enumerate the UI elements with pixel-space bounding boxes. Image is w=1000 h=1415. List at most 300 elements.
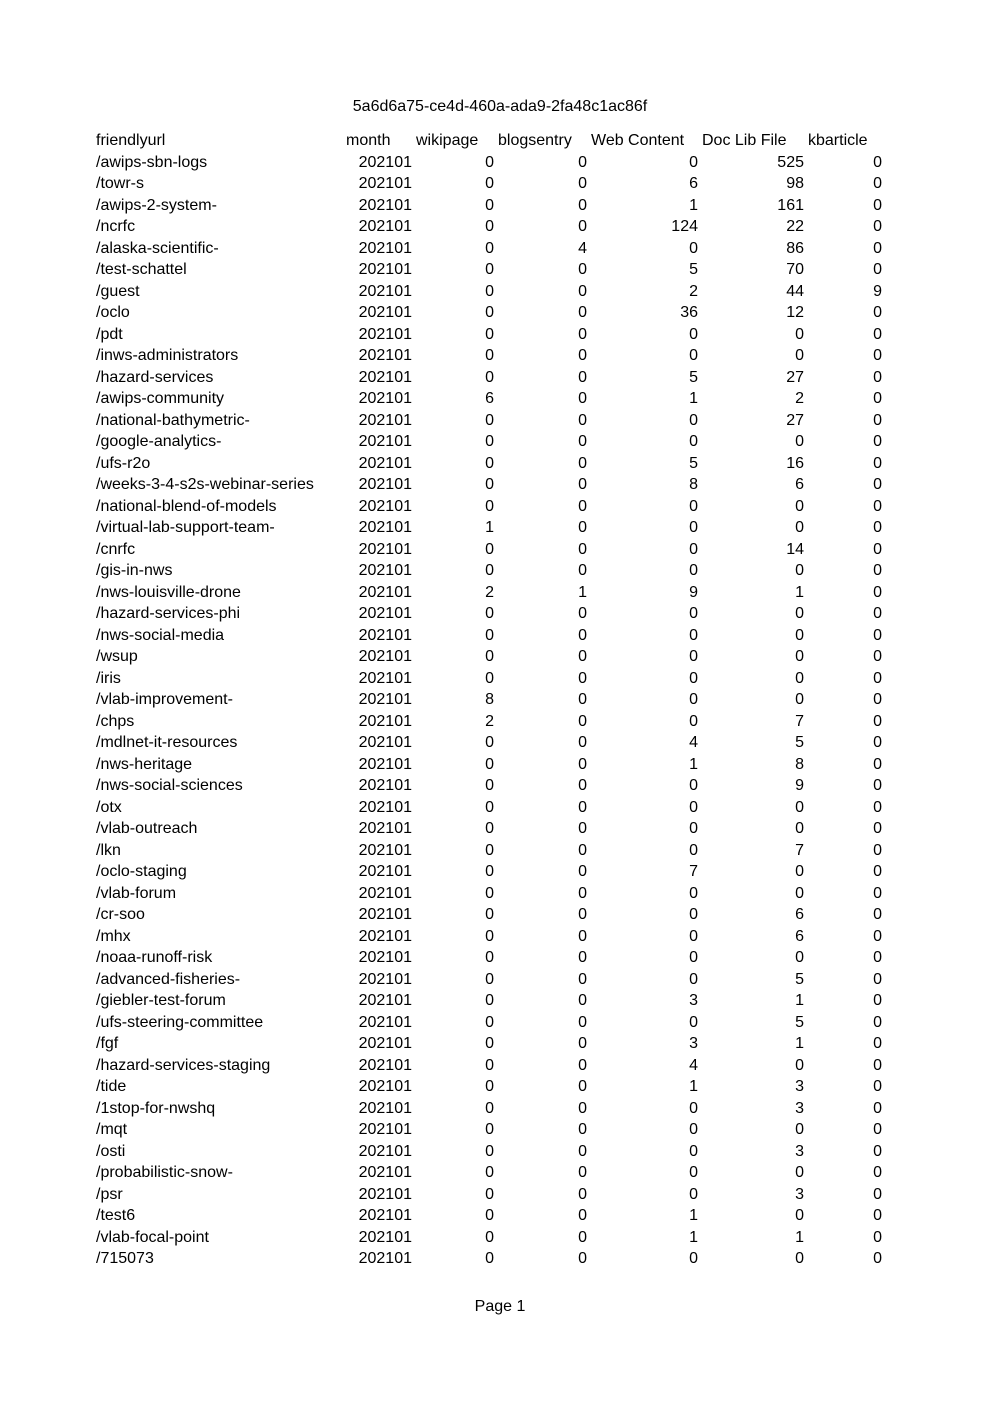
kbarticle-cell: 0	[873, 454, 882, 472]
wikipage-cell: 0	[485, 1121, 494, 1138]
wikipage-cell: 0	[485, 1228, 494, 1246]
kbarticle-cell: 0	[873, 175, 882, 192]
report-table	[94, 130, 884, 1270]
web-content-cell: 4	[689, 734, 698, 751]
table-row	[94, 1205, 884, 1227]
kbarticle-cell: 0	[873, 1078, 882, 1095]
month-cell: 202101	[358, 304, 412, 321]
table-row	[94, 861, 884, 883]
blogsentry-cell: 0	[578, 992, 587, 1009]
kbarticle-cell: 9	[873, 282, 882, 300]
web-content-cell: 0	[689, 540, 698, 558]
blogsentry-cell: 0	[578, 390, 587, 407]
kbarticle-cell: 0	[873, 626, 882, 644]
web-content-cell: 0	[689, 626, 698, 644]
table-row	[94, 1033, 884, 1055]
kbarticle-cell: 0	[873, 755, 882, 773]
doc-lib-file-cell: 525	[777, 153, 804, 171]
month-cell: 202101	[358, 777, 412, 794]
table-row	[94, 560, 884, 582]
table-row	[94, 1227, 884, 1249]
doc-lib-file-cell: 6	[795, 927, 804, 945]
table-row	[94, 818, 884, 840]
web-content-cell: 0	[689, 949, 698, 966]
kbarticle-cell: 0	[873, 1228, 882, 1246]
kbarticle-cell: 0	[873, 798, 882, 816]
doc-lib-file-cell: 3	[795, 1078, 804, 1095]
table-body	[94, 152, 884, 1270]
page-title: 5a6d6a75-ce4d-460a-ada9-2fa48c1ac86f	[352, 98, 648, 115]
month-cell: 202101	[358, 1207, 412, 1224]
friendlyurl-cell: /nws-social-media	[96, 626, 225, 644]
table-row	[94, 388, 884, 410]
kbarticle-cell: 0	[873, 712, 882, 730]
friendlyurl-cell: /mdlnet-it-resources	[96, 734, 238, 751]
table-row	[94, 1184, 884, 1206]
web-content-cell: 0	[689, 411, 698, 429]
friendlyurl-cell: /awips-sbn-logs	[96, 153, 208, 171]
blogsentry-cell: 0	[578, 218, 587, 235]
blogsentry-cell: 0	[578, 411, 587, 429]
kbarticle-cell: 0	[873, 884, 882, 902]
month-cell: 202101	[358, 1185, 412, 1203]
friendlyurl-cell: /lkn	[96, 841, 121, 859]
wikipage-cell: 0	[485, 1250, 494, 1267]
blogsentry-cell: 0	[578, 863, 587, 880]
doc-lib-file-cell: 0	[795, 863, 804, 880]
doc-lib-file-cell: 0	[795, 798, 804, 816]
wikipage-cell: 0	[485, 196, 494, 214]
month-cell: 202101	[358, 282, 412, 300]
kbarticle-cell: 0	[873, 1250, 882, 1267]
wikipage-cell: 0	[485, 476, 494, 493]
wikipage-cell: 0	[485, 863, 494, 880]
friendlyurl-cell: /ncrfc	[96, 218, 136, 235]
web-content-cell: 9	[689, 583, 698, 601]
month-cell: 202101	[358, 325, 412, 343]
doc-lib-file-cell: 3	[795, 1142, 804, 1160]
blogsentry-cell: 0	[578, 1099, 587, 1117]
table-row	[94, 152, 884, 174]
table-row	[94, 797, 884, 819]
web-content-cell: 1	[689, 1228, 698, 1246]
table-row	[94, 947, 884, 969]
doc-lib-file-cell: 7	[795, 841, 804, 859]
month-cell: 202101	[358, 863, 412, 880]
table-row	[94, 711, 884, 733]
wikipage-cell: 0	[485, 562, 494, 579]
wikipage-cell: 0	[485, 884, 494, 902]
column-header-friendlyurl: friendlyurl	[96, 132, 166, 149]
kbarticle-cell: 0	[873, 863, 882, 880]
friendlyurl-cell: /otx	[96, 798, 122, 816]
kbarticle-cell: 0	[873, 218, 882, 235]
table-row	[94, 345, 884, 367]
kbarticle-cell: 0	[873, 1035, 882, 1052]
month-cell: 202101	[358, 949, 412, 966]
doc-lib-file-cell: 6	[795, 906, 804, 923]
month-cell: 202101	[358, 712, 412, 730]
web-content-cell: 0	[689, 1121, 698, 1138]
friendlyurl-cell: /virtual-lab-support-team-	[96, 519, 275, 536]
month-cell: 202101	[358, 1013, 412, 1031]
table-row	[94, 1141, 884, 1163]
table-row	[94, 496, 884, 518]
column-header-kbarticle: kbarticle	[808, 132, 868, 149]
wikipage-cell: 0	[485, 734, 494, 751]
month-cell: 202101	[358, 540, 412, 558]
doc-lib-file-cell: 0	[795, 626, 804, 644]
wikipage-cell: 0	[485, 153, 494, 171]
kbarticle-cell: 0	[873, 648, 882, 665]
friendlyurl-cell: /probabilistic-snow-	[96, 1164, 233, 1181]
wikipage-cell: 0	[485, 1099, 494, 1117]
table-row	[94, 238, 884, 260]
kbarticle-cell: 0	[873, 1142, 882, 1160]
blogsentry-cell: 0	[578, 1164, 587, 1181]
month-cell: 202101	[358, 1228, 412, 1246]
doc-lib-file-cell: 0	[795, 949, 804, 966]
kbarticle-cell: 0	[873, 777, 882, 794]
web-content-cell: 0	[689, 927, 698, 945]
friendlyurl-cell: /towr-s	[96, 175, 144, 192]
wikipage-cell: 0	[485, 218, 494, 235]
friendlyurl-cell: /gis-in-nws	[96, 562, 173, 579]
month-cell: 202101	[358, 734, 412, 751]
month-cell: 202101	[358, 390, 412, 407]
table-row	[94, 1012, 884, 1034]
kbarticle-cell: 0	[873, 325, 882, 343]
blogsentry-cell: 0	[578, 282, 587, 300]
friendlyurl-cell: /nws-social-sciences	[96, 777, 243, 794]
blogsentry-cell: 0	[578, 949, 587, 966]
month-cell: 202101	[358, 261, 412, 278]
kbarticle-cell: 0	[873, 347, 882, 364]
month-cell: 202101	[358, 562, 412, 579]
kbarticle-cell: 0	[873, 1164, 882, 1181]
wikipage-cell: 0	[485, 906, 494, 923]
wikipage-cell: 0	[485, 540, 494, 558]
web-content-cell: 0	[689, 1013, 698, 1031]
table-row	[94, 603, 884, 625]
friendlyurl-cell: /mhx	[96, 927, 131, 945]
doc-lib-file-cell: 22	[786, 218, 804, 235]
kbarticle-cell: 0	[873, 497, 882, 515]
web-content-cell: 0	[689, 841, 698, 859]
friendlyurl-cell: /oclo	[96, 304, 130, 321]
web-content-cell: 1	[689, 755, 698, 773]
kbarticle-cell: 0	[873, 1099, 882, 1117]
blogsentry-cell: 0	[578, 497, 587, 515]
blogsentry-cell: 0	[578, 798, 587, 816]
friendlyurl-cell: /test6	[96, 1207, 136, 1224]
friendlyurl-cell: /awips-2-system-	[96, 196, 217, 214]
column-header-web-content: Web Content	[591, 132, 685, 149]
wikipage-cell: 0	[485, 282, 494, 300]
friendlyurl-cell: /vlab-improvement-	[96, 691, 233, 708]
friendlyurl-cell: /awips-community	[96, 390, 225, 407]
table-row	[94, 259, 884, 281]
table-row	[94, 775, 884, 797]
kbarticle-cell: 0	[873, 196, 882, 214]
month-cell: 202101	[358, 196, 412, 214]
friendlyurl-cell: /chps	[96, 712, 135, 730]
doc-lib-file-cell: 0	[795, 1056, 804, 1074]
friendlyurl-cell: /hazard-services-staging	[96, 1056, 271, 1074]
blogsentry-cell: 0	[578, 626, 587, 644]
wikipage-cell: 0	[485, 239, 494, 257]
wikipage-cell: 0	[485, 626, 494, 644]
friendlyurl-cell: /alaska-scientific-	[96, 239, 219, 257]
doc-lib-file-cell: 98	[786, 175, 804, 192]
friendlyurl-cell: /fgf	[96, 1035, 119, 1052]
doc-lib-file-cell: 2	[795, 390, 804, 407]
month-cell: 202101	[358, 368, 412, 386]
web-content-cell: 7	[689, 863, 698, 880]
doc-lib-file-cell: 86	[786, 239, 804, 257]
kbarticle-cell: 0	[873, 239, 882, 257]
friendlyurl-cell: /nws-heritage	[96, 755, 193, 773]
doc-lib-file-cell: 9	[795, 777, 804, 794]
wikipage-cell: 0	[485, 261, 494, 278]
month-cell: 202101	[358, 798, 412, 816]
web-content-cell: 5	[689, 454, 698, 472]
month-cell: 202101	[358, 669, 412, 687]
table-row	[94, 582, 884, 604]
web-content-cell: 1	[689, 196, 698, 214]
web-content-cell: 0	[689, 1142, 698, 1160]
doc-lib-file-cell: 1	[795, 1228, 804, 1246]
kbarticle-cell: 0	[873, 390, 882, 407]
wikipage-cell: 0	[485, 175, 494, 192]
table-row	[94, 904, 884, 926]
blogsentry-cell: 0	[578, 605, 587, 622]
wikipage-cell: 0	[485, 1185, 494, 1203]
friendlyurl-cell: /wsup	[96, 648, 138, 665]
friendlyurl-cell: /mqt	[96, 1121, 128, 1138]
kbarticle-cell: 0	[873, 927, 882, 945]
friendlyurl-cell: /1stop-for-nwshq	[96, 1099, 216, 1117]
blogsentry-cell: 0	[578, 540, 587, 558]
month-cell: 202101	[358, 583, 412, 601]
web-content-cell: 0	[689, 970, 698, 988]
web-content-cell: 0	[689, 239, 698, 257]
blogsentry-cell: 0	[578, 841, 587, 859]
table-row	[94, 754, 884, 776]
web-content-cell: 2	[689, 282, 698, 300]
month-cell: 202101	[358, 497, 412, 515]
table-row	[94, 281, 884, 303]
web-content-cell: 0	[689, 433, 698, 450]
doc-lib-file-cell: 27	[786, 411, 804, 429]
column-header-doc-lib-file: Doc Lib File	[702, 132, 787, 149]
web-content-cell: 0	[689, 691, 698, 708]
friendlyurl-cell: /cr-soo	[96, 906, 145, 923]
web-content-cell: 8	[689, 476, 698, 493]
wikipage-cell: 6	[485, 390, 494, 407]
table-row	[94, 1098, 884, 1120]
wikipage-cell: 0	[485, 325, 494, 343]
table-row	[94, 990, 884, 1012]
month-cell: 202101	[358, 153, 412, 171]
web-content-cell: 0	[689, 820, 698, 837]
blogsentry-cell: 0	[578, 454, 587, 472]
month-cell: 202101	[358, 239, 412, 257]
wikipage-cell: 0	[485, 669, 494, 687]
web-content-cell: 1	[689, 390, 698, 407]
wikipage-cell: 0	[485, 777, 494, 794]
month-cell: 202101	[358, 218, 412, 235]
month-cell: 202101	[358, 476, 412, 493]
web-content-cell: 1	[689, 1078, 698, 1095]
kbarticle-cell: 0	[873, 476, 882, 493]
friendlyurl-cell: /national-bathymetric-	[96, 411, 250, 429]
table-row	[94, 173, 884, 195]
friendlyurl-cell: /google-analytics-	[96, 433, 222, 450]
kbarticle-cell: 0	[873, 304, 882, 321]
kbarticle-cell: 0	[873, 583, 882, 601]
friendlyurl-cell: /oclo-staging	[96, 863, 187, 880]
web-content-cell: 0	[689, 906, 698, 923]
wikipage-cell: 0	[485, 605, 494, 622]
blogsentry-cell: 0	[578, 906, 587, 923]
wikipage-cell: 0	[485, 970, 494, 988]
month-cell: 202101	[358, 820, 412, 837]
column-header-blogsentry: blogsentry	[498, 132, 572, 149]
table-row	[94, 926, 884, 948]
blogsentry-cell: 0	[578, 1035, 587, 1052]
wikipage-cell: 0	[485, 1207, 494, 1224]
blogsentry-cell: 0	[578, 261, 587, 278]
web-content-cell: 6	[689, 175, 698, 192]
doc-lib-file-cell: 0	[795, 691, 804, 708]
doc-lib-file-cell: 161	[777, 196, 804, 214]
friendlyurl-cell: /vlab-forum	[96, 884, 177, 902]
doc-lib-file-cell: 8	[795, 755, 804, 773]
web-content-cell: 0	[689, 153, 698, 171]
web-content-cell: 0	[689, 325, 698, 343]
web-content-cell: 5	[689, 368, 698, 386]
wikipage-cell: 0	[485, 433, 494, 450]
month-cell: 202101	[358, 626, 412, 644]
table-row	[94, 195, 884, 217]
blogsentry-cell: 0	[578, 1207, 587, 1224]
page-number: Page 1	[474, 1298, 526, 1315]
friendlyurl-cell: /tide	[96, 1078, 127, 1095]
blogsentry-cell: 0	[578, 175, 587, 192]
blogsentry-cell: 0	[578, 368, 587, 386]
wikipage-cell: 0	[485, 820, 494, 837]
friendlyurl-cell: /guest	[96, 282, 140, 300]
web-content-cell: 0	[689, 519, 698, 536]
doc-lib-file-cell: 0	[795, 669, 804, 687]
web-content-cell: 1	[689, 1207, 698, 1224]
wikipage-cell: 0	[485, 1078, 494, 1095]
blogsentry-cell: 0	[578, 153, 587, 171]
kbarticle-cell: 0	[873, 1013, 882, 1031]
doc-lib-file-cell: 0	[795, 820, 804, 837]
month-cell: 202101	[358, 884, 412, 902]
month-cell: 202101	[358, 1056, 412, 1074]
kbarticle-cell: 0	[873, 1056, 882, 1074]
wikipage-cell: 0	[485, 1142, 494, 1160]
doc-lib-file-cell: 0	[795, 605, 804, 622]
wikipage-cell: 0	[485, 1035, 494, 1052]
table-row	[94, 1119, 884, 1141]
blogsentry-cell: 0	[578, 1228, 587, 1246]
blogsentry-cell: 0	[578, 755, 587, 773]
friendlyurl-cell: /vlab-outreach	[96, 820, 198, 837]
doc-lib-file-cell: 5	[795, 1013, 804, 1031]
web-content-cell: 3	[689, 992, 698, 1009]
kbarticle-cell: 0	[873, 433, 882, 450]
friendlyurl-cell: /nws-louisville-drone	[96, 583, 241, 601]
friendlyurl-cell: /psr	[96, 1185, 123, 1203]
table-row	[94, 840, 884, 862]
web-content-cell: 0	[689, 712, 698, 730]
blogsentry-cell: 0	[578, 1013, 587, 1031]
doc-lib-file-cell: 0	[795, 1164, 804, 1181]
blogsentry-cell: 4	[578, 239, 587, 257]
web-content-cell: 4	[689, 1056, 698, 1074]
friendlyurl-cell: /ufs-steering-committee	[96, 1013, 264, 1031]
friendlyurl-cell: /giebler-test-forum	[96, 992, 226, 1009]
doc-lib-file-cell: 16	[786, 454, 804, 472]
table-row	[94, 410, 884, 432]
wikipage-cell: 0	[485, 648, 494, 665]
friendlyurl-cell: /715073	[96, 1250, 154, 1267]
doc-lib-file-cell: 1	[795, 583, 804, 601]
column-header-month: month	[346, 132, 391, 149]
blogsentry-cell: 0	[578, 433, 587, 450]
month-cell: 202101	[358, 519, 412, 536]
doc-lib-file-cell: 0	[795, 648, 804, 665]
friendlyurl-cell: /test-schattel	[96, 261, 187, 278]
blogsentry-cell: 0	[578, 562, 587, 579]
doc-lib-file-cell: 1	[795, 1035, 804, 1052]
blogsentry-cell: 0	[578, 648, 587, 665]
blogsentry-cell: 0	[578, 1078, 587, 1095]
web-content-cell: 0	[689, 347, 698, 364]
month-cell: 202101	[358, 1142, 412, 1160]
kbarticle-cell: 0	[873, 605, 882, 622]
blogsentry-cell: 0	[578, 734, 587, 751]
friendlyurl-cell: /iris	[96, 669, 121, 687]
web-content-cell: 0	[689, 777, 698, 794]
web-content-cell: 124	[671, 218, 698, 235]
web-content-cell: 0	[689, 884, 698, 902]
kbarticle-cell: 0	[873, 368, 882, 386]
blogsentry-cell: 0	[578, 884, 587, 902]
doc-lib-file-cell: 0	[795, 497, 804, 515]
kbarticle-cell: 0	[873, 519, 882, 536]
month-cell: 202101	[358, 841, 412, 859]
doc-lib-file-cell: 0	[795, 1121, 804, 1138]
month-cell: 202101	[358, 411, 412, 429]
doc-lib-file-cell: 0	[795, 1250, 804, 1267]
friendlyurl-cell: /vlab-focal-point	[96, 1228, 209, 1246]
table-row	[94, 646, 884, 668]
month-cell: 202101	[358, 1099, 412, 1117]
kbarticle-cell: 0	[873, 153, 882, 171]
doc-lib-file-cell: 7	[795, 712, 804, 730]
friendlyurl-cell: /osti	[96, 1142, 126, 1160]
wikipage-cell: 1	[485, 519, 494, 536]
wikipage-cell: 0	[485, 304, 494, 321]
kbarticle-cell: 0	[873, 1207, 882, 1224]
friendlyurl-cell: /weeks-3-4-s2s-webinar-series	[96, 476, 314, 493]
web-content-cell: 0	[689, 562, 698, 579]
